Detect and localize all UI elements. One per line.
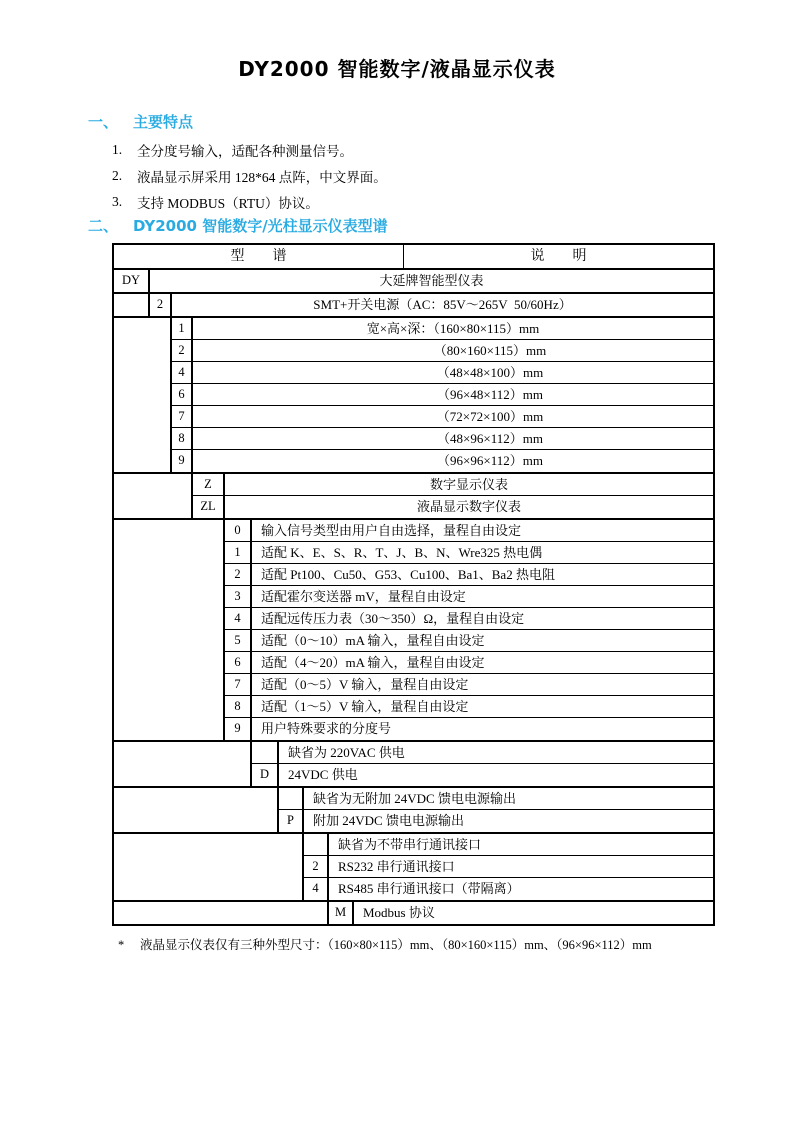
lead-cell bbox=[114, 902, 329, 924]
code-cell: 2 bbox=[304, 856, 329, 877]
table-row bbox=[225, 674, 713, 696]
group-rows bbox=[114, 270, 713, 292]
code-cell: 8 bbox=[172, 428, 193, 449]
table-row bbox=[225, 696, 713, 718]
group-rows bbox=[193, 474, 713, 518]
desc-cell: 适配（1～5）V 输入，量程自由设定 bbox=[261, 699, 469, 714]
desc-cell: 输入信号类型由用户自由选择，量程自由设定 bbox=[261, 523, 522, 538]
table-row bbox=[150, 294, 713, 316]
feature-item bbox=[112, 163, 794, 189]
code-cell: 9 bbox=[172, 450, 193, 472]
table-group bbox=[114, 834, 713, 902]
desc-cell: 适配（0～5）V 输入，量程自由设定 bbox=[261, 677, 469, 692]
desc-cell: 缺省为无附加 24VDC 馈电电源输出 bbox=[313, 791, 516, 806]
table-row bbox=[252, 764, 713, 786]
feature-item-number: 1. bbox=[112, 142, 123, 157]
code-cell: 2 bbox=[150, 294, 172, 316]
header-model-spectrum: 型 谱 bbox=[114, 245, 404, 268]
table-row bbox=[225, 586, 713, 608]
group-rows bbox=[304, 834, 713, 900]
code-cell: 2 bbox=[225, 564, 252, 585]
table-group bbox=[114, 474, 713, 520]
code-cell: 9 bbox=[225, 718, 252, 740]
footnote bbox=[118, 936, 794, 954]
feature-list bbox=[112, 137, 794, 215]
group-rows bbox=[225, 520, 713, 740]
desc-cell: RS232 串行通讯接口 bbox=[338, 859, 455, 874]
model-spectrum-table bbox=[112, 243, 715, 926]
desc-cell: （96×48×112）mm bbox=[437, 387, 543, 402]
desc-cell: （96×96×112）mm bbox=[437, 453, 543, 468]
code-cell: 2 bbox=[172, 340, 193, 361]
table-row bbox=[172, 318, 713, 340]
code-cell: D bbox=[252, 764, 279, 786]
desc-cell: Modbus 协议 bbox=[363, 905, 435, 920]
section-2-title: DY2000 智能数字/光柱显示仪表型谱 bbox=[133, 217, 388, 235]
table-group bbox=[114, 902, 713, 924]
table-group bbox=[114, 788, 713, 834]
table-row bbox=[172, 406, 713, 428]
lead-cell bbox=[114, 520, 225, 740]
feature-item bbox=[112, 137, 794, 163]
feature-item-text: 全分度号输入，适配各种测量信号。 bbox=[137, 144, 353, 159]
table-group bbox=[114, 742, 713, 788]
group-rows bbox=[329, 902, 713, 924]
code-cell: 8 bbox=[225, 696, 252, 717]
lead-cell bbox=[114, 474, 193, 518]
feature-item-text: 支持 MODBUS（RTU）协议。 bbox=[137, 196, 319, 211]
table-row bbox=[225, 608, 713, 630]
code-cell: 4 bbox=[304, 878, 329, 900]
table-row bbox=[225, 520, 713, 542]
code-cell: 1 bbox=[225, 542, 252, 563]
table-row bbox=[172, 384, 713, 406]
feature-item-number: 2. bbox=[112, 168, 123, 183]
table-row bbox=[114, 270, 713, 292]
table-row bbox=[225, 630, 713, 652]
desc-cell: 适配远传压力表（30～350）Ω，量程自由设定 bbox=[261, 611, 525, 626]
table-row bbox=[225, 652, 713, 674]
feature-item-text: 液晶显示屏采用 128*64 点阵，中文界面。 bbox=[137, 170, 387, 185]
table-group bbox=[114, 270, 713, 294]
code-cell: ZL bbox=[193, 496, 225, 518]
lead-cell bbox=[114, 294, 150, 316]
desc-cell: 缺省为 220VAC 供电 bbox=[288, 745, 405, 760]
feature-item-number: 3. bbox=[112, 194, 123, 209]
desc-cell: RS485 串行通讯接口（带隔离） bbox=[338, 881, 520, 896]
code-cell: 5 bbox=[225, 630, 252, 651]
code-cell: 3 bbox=[225, 586, 252, 607]
code-cell: 4 bbox=[225, 608, 252, 629]
lead-cell bbox=[114, 318, 172, 472]
desc-cell: 缺省为不带串行通讯接口 bbox=[338, 837, 482, 852]
desc-cell: 液晶显示数字仪表 bbox=[416, 499, 521, 514]
section-2-number: 二、 bbox=[88, 217, 119, 235]
code-cell: P bbox=[279, 810, 304, 832]
header-description: 说 明 bbox=[530, 249, 587, 264]
desc-cell: 大延牌智能型仪表 bbox=[379, 273, 484, 288]
table-group bbox=[114, 520, 713, 742]
code-cell: 6 bbox=[172, 384, 193, 405]
table-row bbox=[193, 474, 713, 496]
desc-cell: （80×160×115）mm bbox=[433, 343, 547, 358]
code-cell: M bbox=[329, 902, 354, 924]
group-rows bbox=[150, 294, 713, 316]
table-row bbox=[304, 834, 713, 856]
desc-cell: 24VDC 供电 bbox=[288, 767, 358, 782]
table-header-row bbox=[114, 245, 713, 270]
code-cell bbox=[304, 834, 329, 855]
section-2-heading bbox=[88, 218, 794, 235]
group-rows bbox=[279, 788, 713, 832]
table-row bbox=[225, 542, 713, 564]
table-row bbox=[279, 810, 713, 832]
desc-cell: （48×96×112）mm bbox=[437, 431, 543, 446]
desc-cell: 适配 K、E、S、R、T、J、B、N、Wre325 热电偶 bbox=[261, 545, 543, 560]
table-row bbox=[172, 428, 713, 450]
code-cell: 0 bbox=[225, 520, 252, 541]
desc-cell: SMT+开关电源（AC：85V～265V 50/60Hz） bbox=[313, 297, 572, 312]
desc-cell: 适配（0～10）mA 输入，量程自由设定 bbox=[261, 633, 485, 648]
model-table-body bbox=[114, 270, 713, 924]
table-row bbox=[225, 564, 713, 586]
table-row bbox=[329, 902, 713, 924]
code-cell: 4 bbox=[172, 362, 193, 383]
desc-cell: 附加 24VDC 馈电电源输出 bbox=[313, 813, 464, 828]
section-1-number: 一、 bbox=[88, 113, 119, 131]
table-row bbox=[172, 362, 713, 384]
code-cell: Z bbox=[193, 474, 225, 495]
table-row bbox=[252, 742, 713, 764]
section-1-title: 主要特点 bbox=[133, 113, 194, 131]
code-cell: 1 bbox=[172, 318, 193, 339]
doc-title: DY2000 智能数字/液晶显示仪表 bbox=[238, 57, 556, 81]
lead-cell bbox=[114, 788, 279, 832]
lead-cell bbox=[114, 742, 252, 786]
table-group bbox=[114, 294, 713, 318]
lead-cell bbox=[114, 834, 304, 900]
desc-cell: 适配霍尔变送器 mV，量程自由设定 bbox=[261, 589, 466, 604]
code-cell: 6 bbox=[225, 652, 252, 673]
code-cell: DY bbox=[114, 270, 150, 292]
table-row bbox=[279, 788, 713, 810]
desc-cell: 适配 Pt100、Cu50、G53、Cu100、Ba1、Ba2 热电阻 bbox=[261, 567, 555, 582]
code-cell bbox=[279, 788, 304, 809]
desc-cell: （72×72×100）mm bbox=[436, 409, 544, 424]
code-cell bbox=[252, 742, 279, 763]
footnote-marker: * bbox=[118, 938, 125, 952]
table-row bbox=[304, 878, 713, 900]
desc-cell: 用户特殊要求的分度号 bbox=[261, 721, 392, 736]
feature-item bbox=[112, 189, 794, 215]
code-cell: 7 bbox=[172, 406, 193, 427]
desc-cell: 宽×高×深：（160×80×115）mm bbox=[366, 321, 540, 336]
desc-cell: 适配（4～20）mA 输入，量程自由设定 bbox=[261, 655, 485, 670]
code-cell: 7 bbox=[225, 674, 252, 695]
section-1-heading bbox=[88, 114, 794, 131]
group-rows bbox=[172, 318, 713, 472]
table-row bbox=[304, 856, 713, 878]
table-row bbox=[225, 718, 713, 740]
footnote-text: 液晶显示仪表仅有三种外型尺寸：（160×80×115）mm、（80×160×115）mm、（96×96×112）mm bbox=[140, 938, 652, 952]
group-rows bbox=[252, 742, 713, 786]
table-row bbox=[172, 340, 713, 362]
desc-cell: （48×48×100）mm bbox=[436, 365, 544, 380]
table-row bbox=[193, 496, 713, 518]
table-group bbox=[114, 318, 713, 474]
desc-cell: 数字显示仪表 bbox=[429, 477, 508, 492]
table-row bbox=[172, 450, 713, 472]
